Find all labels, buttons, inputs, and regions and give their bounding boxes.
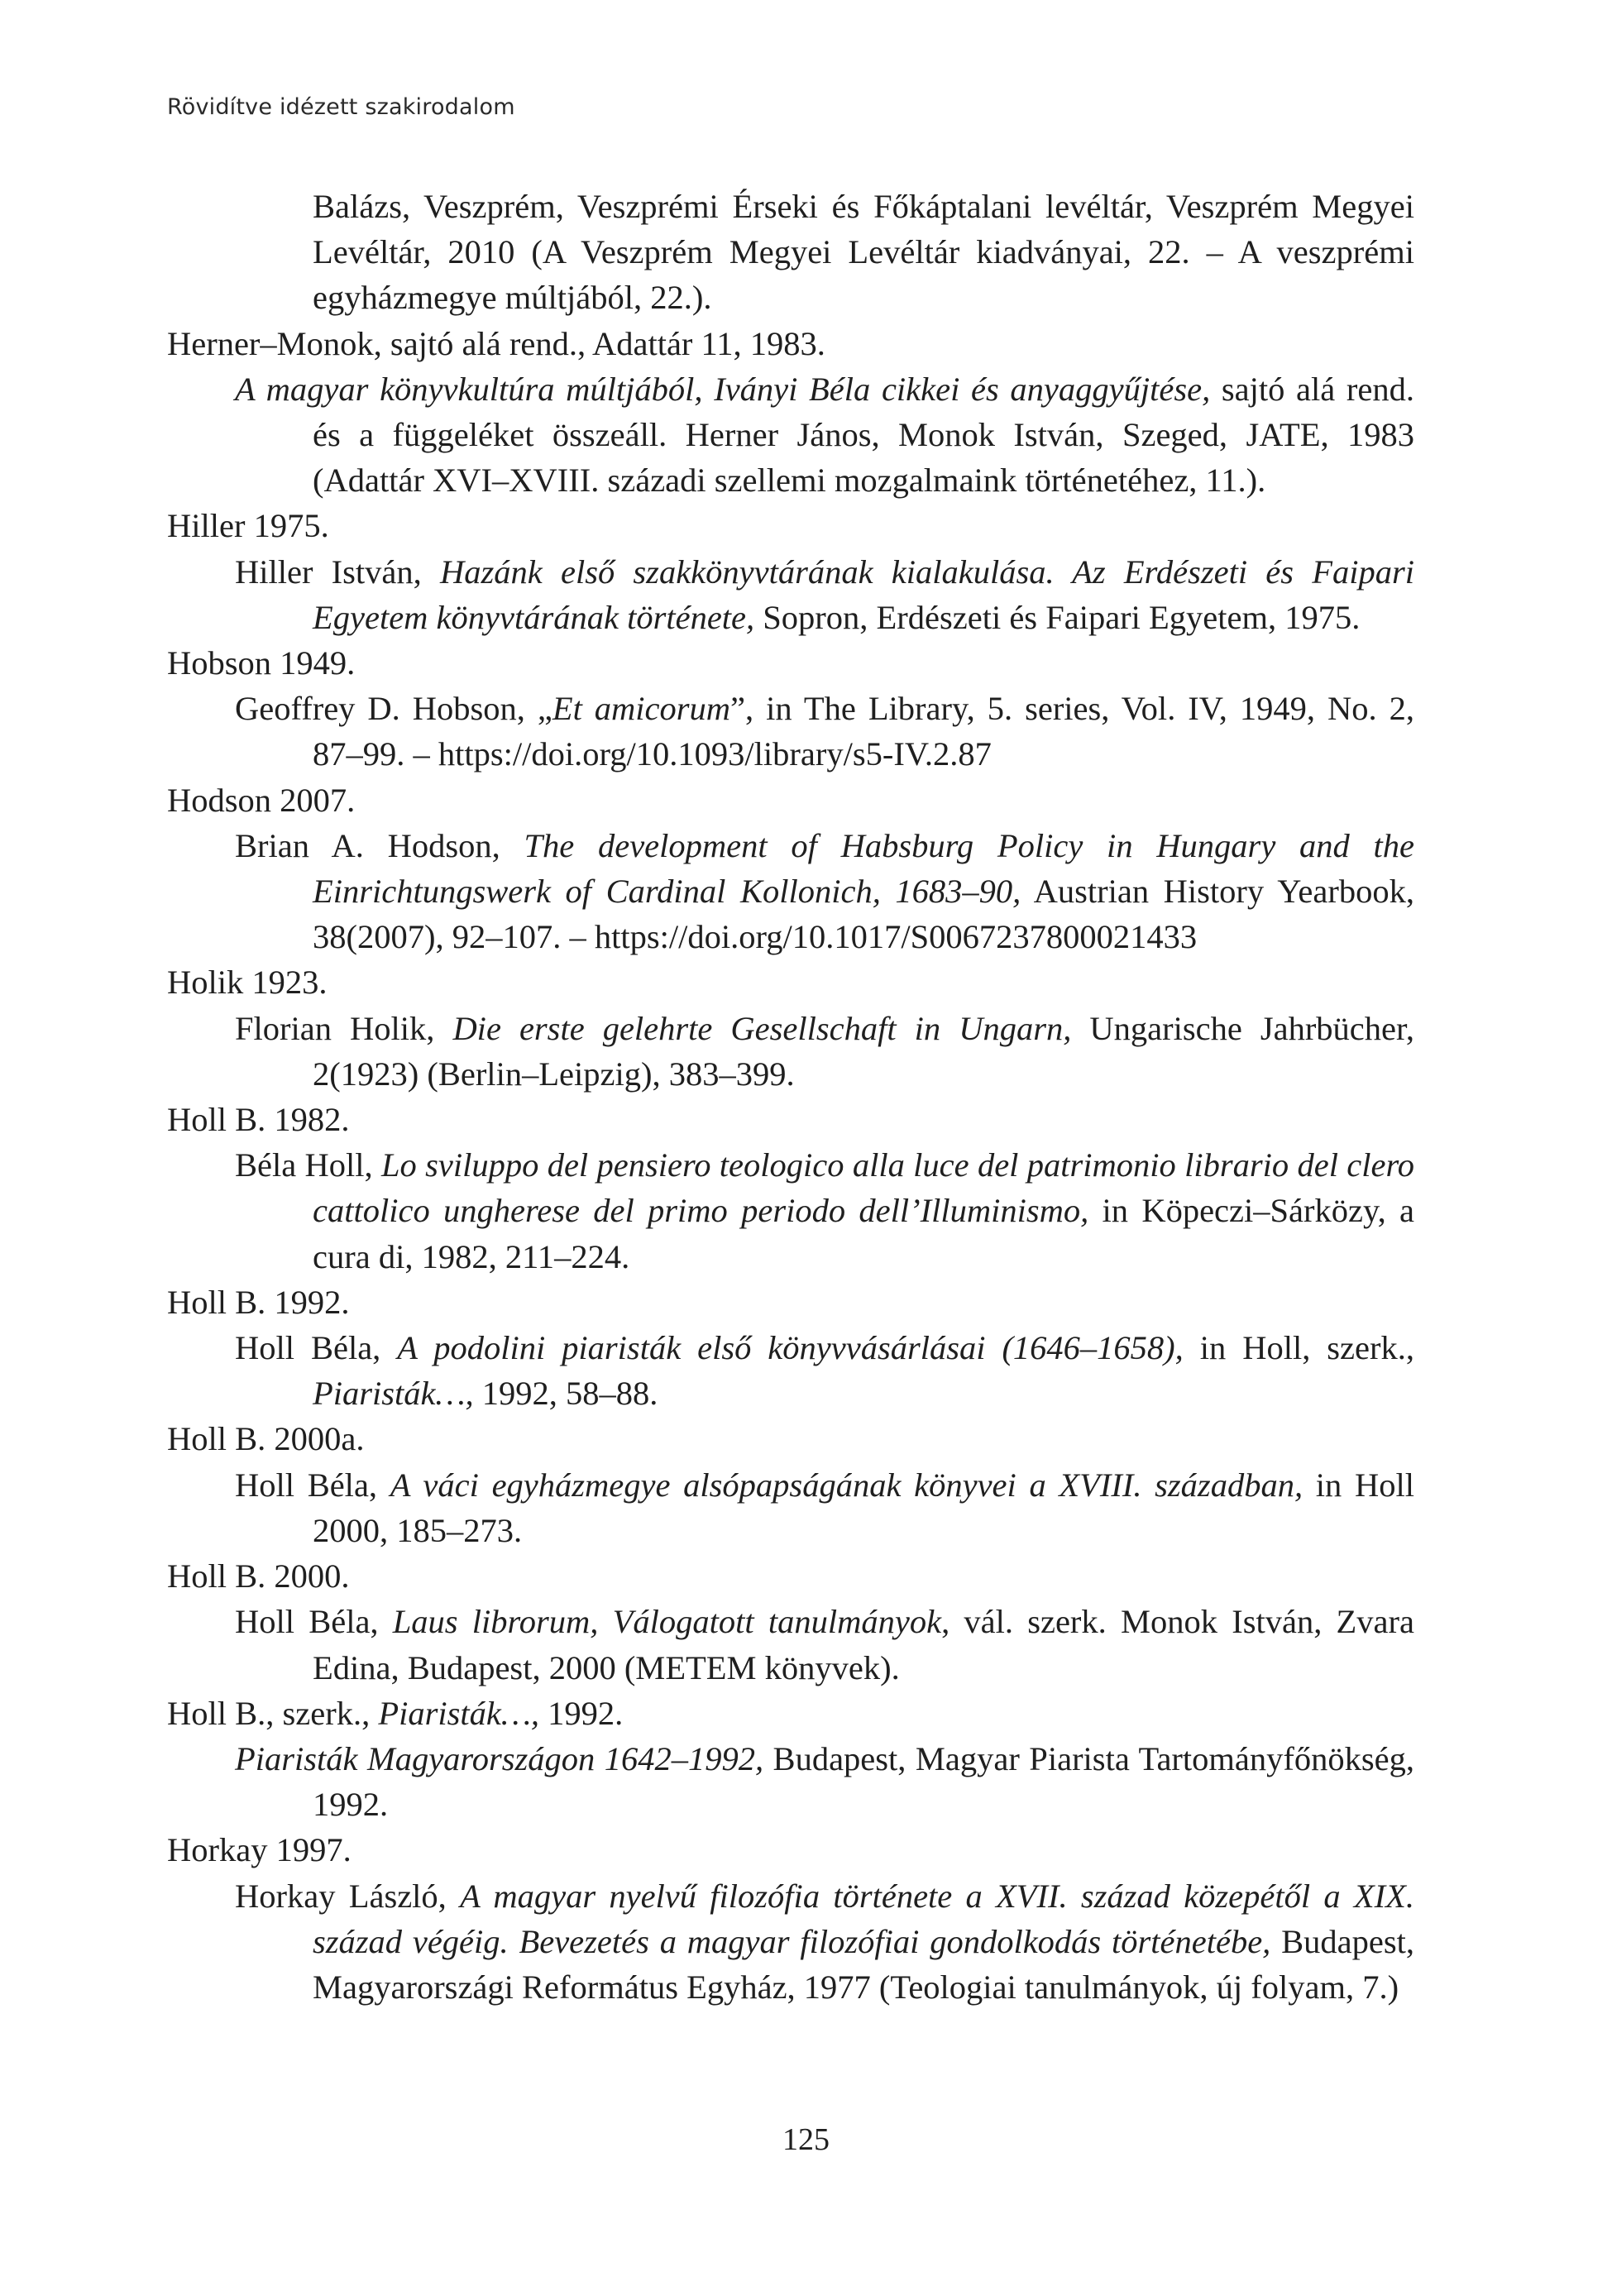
entry-full-reference xyxy=(167,686,1414,777)
bibliography-entry xyxy=(167,959,1414,1097)
entry-full-reference xyxy=(167,1142,1414,1280)
entry-full-reference xyxy=(167,549,1414,640)
entry-short-citation xyxy=(167,1691,1414,1736)
italic-title-segment: A magyar nyelvű filozófia története a XVII. század közepétől a XIX. század végéig. Bevezetés a magyar filozófiai gondolkodás történetébe, xyxy=(313,1877,1415,1960)
text-segment: Geoffrey D. Hobson, „ xyxy=(235,690,552,728)
bibliography-entry xyxy=(167,777,1414,960)
bibliography-entry xyxy=(167,321,1414,504)
italic-title-segment: A magyar könyvkultúra múltjából, Iványi Béla cikkei és anyaggyűjtése, xyxy=(235,370,1211,408)
bibliography-entry xyxy=(167,503,1414,640)
entry-full-reference xyxy=(167,1599,1414,1690)
italic-title-segment: Piaristák…, xyxy=(313,1375,474,1413)
text-segment: Holl B., szerk., xyxy=(167,1694,379,1732)
italic-title-segment: Hazánk első szakkönyvtárának kialakulása. Az Erdészeti és Faipari Egyetem könyvtárának története, xyxy=(313,552,1415,636)
entry-full-reference xyxy=(167,1006,1414,1097)
bibliography-list xyxy=(167,184,1414,2010)
italic-title-segment: Die erste gelehrte Gesellschaft in Ungarn, xyxy=(452,1009,1072,1047)
text-segment: Horkay László, xyxy=(235,1877,461,1915)
entry-short-citation: Herner–Monok, sajtó alá rend., Adattár 11, 1983. xyxy=(167,324,825,362)
text-segment: sajtó alá rend. és a függeléket összeáll. Herner János, Monok István, Szeged, JATE, 1983 (Adattár XVI–XVIII. századi szellemi mozgalmaink történetéhez, 11.). xyxy=(313,370,1414,500)
entry-short-citation: Holl B. 2000. xyxy=(167,1557,350,1595)
text-segment: Balázs, Veszprém, Veszprémi Érseki és Főkáptalani levéltár, Veszprém Megyei Levéltár, 2010 (A Veszprém Megyei Levéltár kiadványai, 22. – A veszprémi egyházmegye múltjából, 22.). xyxy=(313,188,1414,317)
entry-short-citation: Hodson 2007. xyxy=(167,781,356,819)
entry-full-reference xyxy=(167,1462,1414,1553)
bibliography-entry xyxy=(167,1416,1414,1553)
text-segment: 1992. xyxy=(538,1694,624,1732)
italic-title-segment: The development of Habsburg Policy in Hungary and the Einrichtungswerk of Cardinal Kollonich, 1683–90, xyxy=(313,826,1415,911)
text-segment: Holl Béla, xyxy=(235,1603,393,1641)
entry-short-citation: Holl B. 1982. xyxy=(167,1101,350,1139)
entry-short-citation: Holl B. 2000a. xyxy=(167,1420,365,1458)
entry-short-citation: Hobson 1949. xyxy=(167,644,356,682)
text-segment: Hiller István, xyxy=(235,552,441,591)
text-segment: Sopron, Erdészeti és Faipari Egyetem, 1975. xyxy=(754,598,1361,636)
running-header: Rövidítve idézett szakirodalom xyxy=(167,94,515,120)
text-segment: Ungarische Jahrbücher, 2(1923) (Berlin–Leipzig), 383–399. xyxy=(313,1009,1414,1093)
bibliography-entry xyxy=(167,1827,1414,2010)
italic-title-segment: A váci egyházmegye alsópapságának könyvei a XVIII. században, xyxy=(390,1466,1303,1504)
entry-short-citation: Hiller 1975. xyxy=(167,507,329,545)
italic-title-segment: Piaristák…, xyxy=(378,1694,539,1732)
italic-title-segment: Piaristák Magyarországon 1642–1992, xyxy=(235,1739,764,1777)
bibliography-entry xyxy=(167,184,1414,321)
text-segment: Budapest, Magyar Piarista Tartományfőnökség, 1992. xyxy=(313,1739,1414,1824)
bibliography-entry xyxy=(167,1280,1414,1417)
entry-full-reference xyxy=(167,1325,1414,1416)
entry-full-reference xyxy=(167,823,1414,960)
bibliography-entry xyxy=(167,1097,1414,1280)
entry-short-citation: Horkay 1997. xyxy=(167,1831,352,1869)
text-segment: Austrian History Yearbook, 38(2007), 92–107. – https://doi.org/10.1017/S0067237800021433 xyxy=(313,873,1414,956)
entry-full-reference xyxy=(167,1873,1414,2011)
entry-full-reference xyxy=(167,366,1414,504)
text-segment: Holl Béla, xyxy=(235,1329,398,1367)
italic-title-segment: Et amicorum xyxy=(552,690,731,728)
entry-short-citation: Holl B. 1992. xyxy=(167,1283,350,1321)
entry-full-reference xyxy=(167,184,1414,321)
text-segment: Brian A. Hodson, xyxy=(235,826,524,864)
italic-title-segment: Laus librorum, Válogatott tanulmányok xyxy=(392,1603,942,1641)
text-segment: Florian Holik, xyxy=(235,1009,453,1047)
entry-full-reference xyxy=(167,1736,1414,1827)
italic-title-segment: Lo sviluppo del pensiero teologico alla luce del patrimonio librario del clero cattolico ungherese del primo periodo dell’Illuminismo, xyxy=(313,1146,1414,1230)
text-segment: in Köpeczi–Sárközy, a cura di, 1982, 211–224. xyxy=(313,1192,1414,1275)
bibliography-entry xyxy=(167,1691,1414,1828)
text-segment: ”, in The Library, 5. series, Vol. IV, 1949, No. 2, 87–99. – https://doi.org/10.1093/library/s5-IV.2.87 xyxy=(313,690,1414,773)
page-number: 125 xyxy=(782,2122,830,2157)
text-segment: , vál. szerk. Monok István, Zvara Edina, Budapest, 2000 (METEM könyvek). xyxy=(313,1603,1414,1686)
text-segment: Béla Holl, xyxy=(235,1146,382,1184)
bibliography-entry xyxy=(167,1553,1414,1691)
text-segment: Budapest, Magyarországi Református Egyház, 1977 (Teologiai tanulmányok, új folyam, 7.) xyxy=(313,1922,1414,2006)
text-segment: Holl Béla, xyxy=(235,1466,390,1504)
entry-short-citation: Holik 1923. xyxy=(167,964,328,1002)
bibliography-entry xyxy=(167,640,1414,777)
text-segment: in Holl 2000, 185–273. xyxy=(313,1466,1414,1549)
text-segment: in Holl, szerk., xyxy=(1183,1329,1414,1367)
text-segment: 1992, 58–88. xyxy=(473,1375,658,1413)
italic-title-segment: A podolini piaristák első könyvvásárlásai (1646–1658), xyxy=(397,1329,1184,1367)
